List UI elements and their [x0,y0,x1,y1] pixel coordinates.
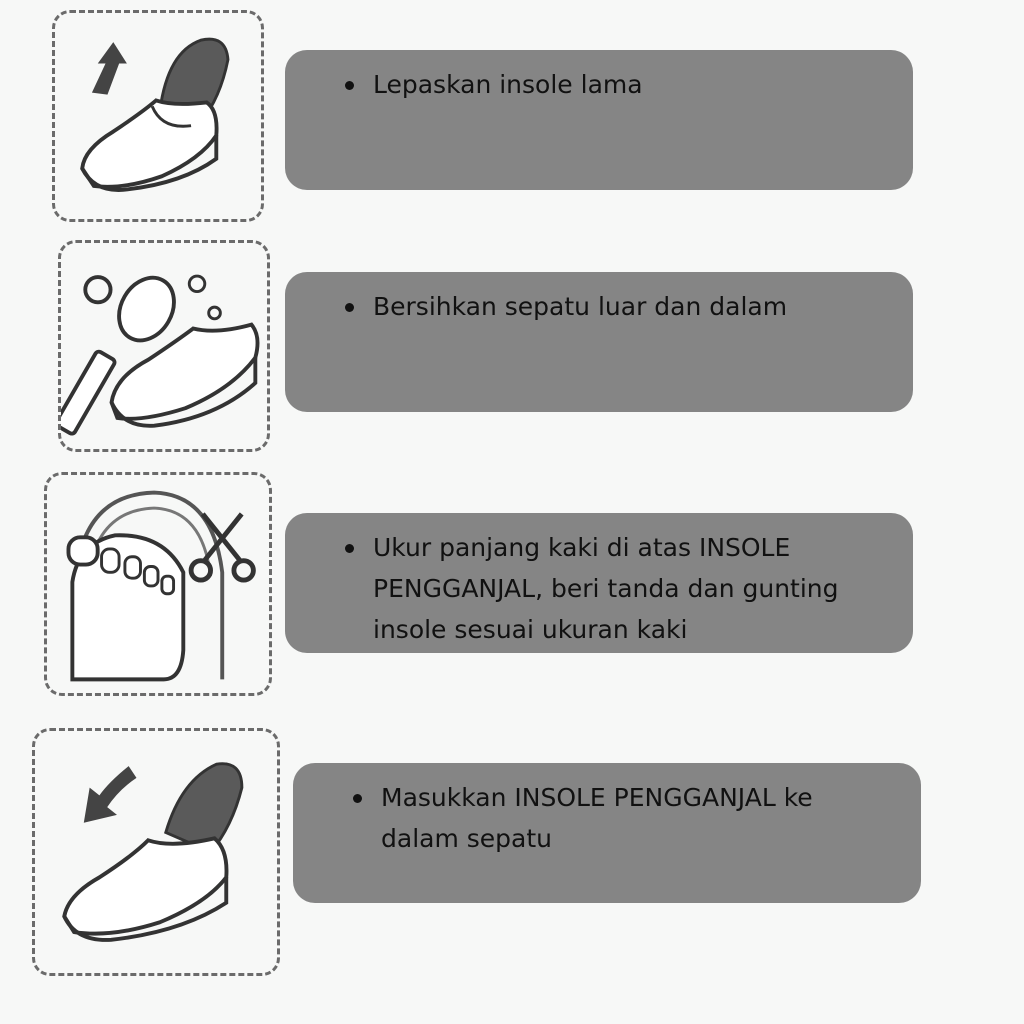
step-1-icon-frame [52,10,264,222]
step-4-card [293,763,921,903]
step-4-text: Masukkan INSOLE PENGGANJAL ke dalam sepatu [349,777,849,859]
measure-cut-icon [47,475,269,693]
step-1-text: Lepaskan insole lama [341,64,901,105]
step-3-text: Ukur panjang kaki di atas INSOLE PENGGANJAL, beri tanda dan gunting insole sesuai ukuran kaki [341,527,861,650]
step-1-card [285,50,913,190]
remove-insole-icon [55,13,261,219]
step-2-card [285,272,913,412]
step-4-icon-frame [32,728,280,976]
clean-shoe-icon [61,243,267,449]
step-2-icon-frame [58,240,270,452]
step-2-text: Bersihkan sepatu luar dan dalam [341,286,901,327]
step-3-icon-frame [44,472,272,696]
insert-insole-icon [35,731,277,973]
step-3-card [285,513,913,653]
